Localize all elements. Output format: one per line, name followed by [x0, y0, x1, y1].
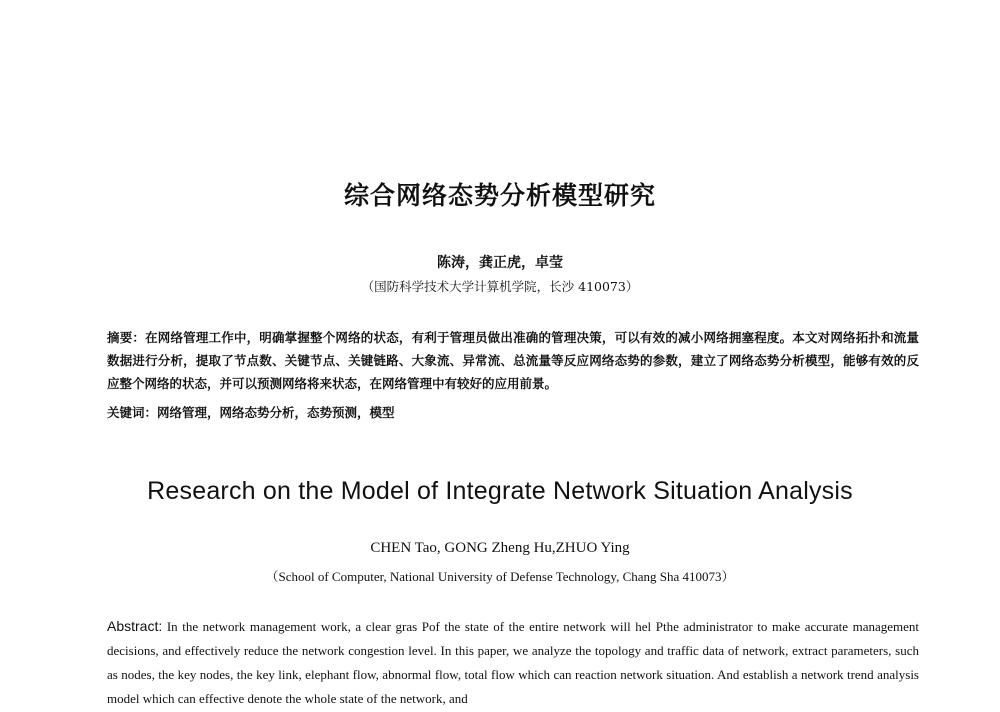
chinese-title: 综合网络态势分析模型研究: [343, 181, 656, 210]
chinese-keywords-text: 网络管理，网络态势分析，态势预测，模型: [157, 405, 395, 420]
chinese-abstract-label: 摘要：: [107, 330, 146, 345]
english-title: Research on the Model of Integrate Network Situation Analysis: [147, 477, 853, 505]
chinese-affiliation: （国防科学技术大学计算机学院，长沙 410073）: [361, 279, 639, 294]
english-affiliation: （School of Computer, National University of Defense Technology, Chang Sha 410073）: [265, 569, 735, 584]
english-authors: CHEN Tao, GONG Zheng Hu,ZHUO Ying: [370, 540, 630, 556]
chinese-keywords: [107, 403, 919, 423]
english-abstract-label: Abstract:: [107, 618, 163, 634]
chinese-authors: 陈涛，龚正虎，卓莹: [437, 255, 563, 271]
english-abstract-text: In the network management work, a clear gras Pof the state of the entire network will hel Pthe administrator to make accurate management decisions, and effectively reduce the network congestion level. In this paper, we analyze the topology and traffic data of network, extract parameters, such as nodes, the key nodes, the key link, elephant flow, abnormal flow, total flow which can reaction network situation. And establish a network trend analysis model which can effective denote the whole state of the network, and: [107, 619, 919, 706]
chinese-keywords-label: 关键词：: [107, 405, 158, 420]
chinese-abstract-text: 在网络管理工作中，明确掌握整个网络的状态，有利于管理员做出准确的管理决策，可以有效的减小网络拥塞程度。本文对网络拓扑和流量数据进行分析，提取了节点数、关键节点、关键链路、大象流、异常流、总流量等反应网络态势的参数，建立了网络态势分析模型，能够有效的反应整个网络的状态，并可以预测网络将来状态，在网络管理中有较好的应用前景。: [107, 330, 919, 391]
chinese-abstract: [107, 326, 919, 395]
english-abstract: [107, 614, 919, 711]
